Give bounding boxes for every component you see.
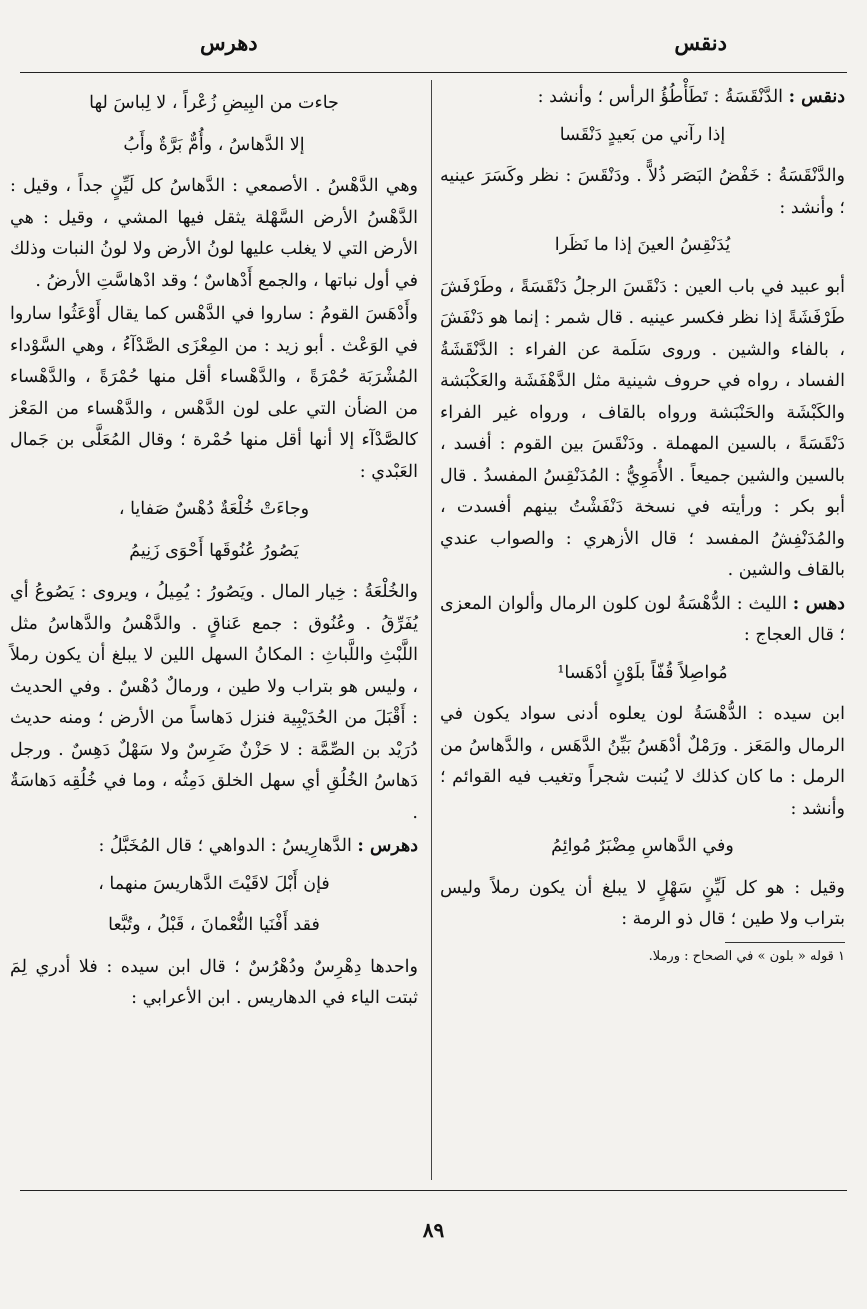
header-left-title: دهرس bbox=[200, 30, 258, 55]
verse-line: جاءت من البِيضِ زُعْراً ، لا لِباسَ لها bbox=[89, 93, 339, 113]
footnote: ١ قوله « بلون » في الصحاح : ورملا. bbox=[648, 948, 845, 964]
page-header bbox=[0, 22, 867, 62]
entry-headword: دهرس : bbox=[357, 836, 418, 856]
entry-text: وقيل : هو كل لَيِّنٍ سَهْلٍ لا يبلغ أن يكون رملاً وليس بتراب ولا طين ؛ قال ذو الرمة : bbox=[440, 877, 845, 929]
entry-text: الدَّهارِيسُ : الدواهي ؛ قال المُخَبَّلُ : bbox=[98, 836, 352, 856]
entry-text: وأَدْهَسَ القومُ : ساروا في الدَّهْس كما يقال أَوْعَثُوا ساروا في الوَعْث . أبو زيد : من المِعْزَى الصَّدْآءُ ، وهي السَّوْداء المُشْرَبَة حُمْرَةً ، والدَّهْساء أقل منها حُمْرَةً ، والدَّهْساء من الضأن التي على لون الدَّهْس ، والدَّهْساء من المَعْز كالصَّدْآء إلا أنها أقل منها حُمْرة ؛ وقال المُعَلَّى بن جَمال العَبْدي : bbox=[10, 304, 418, 482]
entry-text: الدَّنْقَسَةُ : تَطَأْطُؤُ الرأس ؛ وأنشد : bbox=[537, 87, 784, 107]
verse-line: إلا الدَّهاسُ ، وأُمٌّ بَرَّةٌ وأَبُ bbox=[123, 134, 305, 155]
verse-line: يُدَنْقِسُ العينَ إذا ما نَظَرا bbox=[554, 235, 731, 255]
page-number: ٨٩ bbox=[422, 1218, 445, 1242]
entry-text: الليث : الدُّهْسَةُ لون كلون الرمال وألوان المعزى ؛ قال العجاج : bbox=[440, 593, 845, 645]
verse-line: فقد أَفْنَيا النُّعْمانَ ، قَبْلُ ، وتُبَّعا bbox=[108, 915, 320, 935]
header-right-title: دنقس bbox=[674, 30, 727, 55]
entry-paragraph bbox=[440, 82, 845, 114]
verse-line: مُواصِلاً قُفّاً بلَوْنٍ أدْهَسا¹ bbox=[557, 662, 728, 683]
entry-text: ابن سيده : الدُّهْسَةُ لون يعلوه أدنى سواد يكون في الرمال والمَعَز . ورَمْلٌ أدْهَسُ بَيِّنُ الدَّهَس ، والدَّهاسُ من الرمل : ما كان كذلك لا يُنبت شجراً وتغيب فيه القوائم ؛ وأنشد : bbox=[440, 704, 845, 819]
column-divider bbox=[431, 80, 432, 1180]
verse-line: إذا رآني من بَعيدٍ دَنْقَسا bbox=[559, 124, 726, 145]
verse-line: وفي الدَّهاسِ مِضْبَرٌ مُوائِمُ bbox=[551, 836, 734, 856]
entry-paragraph bbox=[10, 299, 418, 488]
entry-text: وهي الدَّهْسُ . الأصمعي : الدَّهاسُ كل لَيِّنٍ جداً ، وقيل : الدَّهْسُ الأرض السَّهْلة يثقل فيها المشي ، وقيل : هي الأرض التي لا يغلب عليها لونُ الأرض ولا لونُ النبات وذلك في أول نباتها ، والجمع أَدْهاسٌ ؛ وقد ادْهاسَّتِ الأرضُ . bbox=[10, 176, 418, 291]
entry-paragraph bbox=[10, 831, 418, 863]
header-rule bbox=[20, 72, 847, 73]
verse-line: فإن أَبْلَ لاقَيْتَ الدَّهاريسَ منهما ، bbox=[98, 873, 330, 894]
footnote-rule bbox=[725, 942, 845, 943]
verse-line: وجاءَتْ خُلْعَةٌ دُهْسٌ صَفايا ، bbox=[118, 499, 310, 519]
left-column bbox=[10, 82, 418, 1017]
entry-headword: دنقس : bbox=[788, 87, 845, 107]
footer-rule bbox=[20, 1190, 847, 1191]
entry-paragraph bbox=[440, 589, 845, 652]
entry-paragraph bbox=[440, 272, 845, 587]
entry-headword: دهس : bbox=[792, 593, 845, 614]
entry-paragraph bbox=[440, 699, 845, 825]
entry-paragraph bbox=[10, 952, 418, 1015]
entry-text: واحدها دِهْرِسٌ ودُهْرُسٌ ؛ قال ابن سيده : فلا أدري لِمَ ثبتت الياء في الدهاريس . ابن الأعرابي : bbox=[10, 956, 418, 1008]
entry-text: والدَّنْقَسَةُ : خَفْضُ البَصَر ذُلاًّ . ودَنْقَسَ : نظر وكَسَرَ عينيه ؛ وأنشد : bbox=[440, 166, 845, 218]
entry-paragraph bbox=[10, 577, 418, 829]
right-column bbox=[440, 82, 845, 967]
entry-paragraph bbox=[440, 161, 845, 224]
entry-paragraph bbox=[10, 171, 418, 297]
entry-paragraph bbox=[440, 873, 845, 936]
entry-text: أبو عبيد في باب العين : دَنْقَسَ الرجلُ دَنْقَسَةً ، وطَرْفَشَ طَرْفَشَةً إذا نظر فكسر عينيه . قال شمر : إنما هو دَنْفَشَ ، بالفاء والشين . وروى سَلَمة عن الفراء : الدَّنْقَشَةُ الفساد ، رواه في حروف شينية مثل الدَّهْفَشَة والعَكْبَشة والكَبْشَة والحَنْبَشة ورواه بالقاف ، ورواه غير الفراء دَنْقَسَةً ، بالسين المهملة . ودَنْقَسَ بين القوم : أفسد ، بالسين والشين جميعاً . الأُمَوِيُّ : المُدَنْقِسُ المفسدُ . قال أبو بكر : ورأيته في نسخة دَنْفَشْتُ بينهم أفسدت ، والمُدَنْفِشُ المفسد ؛ قال الأزهري : والصواب عندي بالقاف والشين . bbox=[440, 276, 845, 580]
verse-line: يَصُورُ عُنُوقَها أَحْوَى زَنِيمُ bbox=[129, 540, 299, 561]
entry-text: والخُلْعَةُ : خِيار المال . ويَصُورُ : يُمِيلُ ، ويروى : يَصُوعُ أي يُفَرِّقُ . وعُنُوق : جمع عَناقٍ . والدَّهْسُ والدَّهاسُ مثل اللَّبْثِ واللَّباثِ : المكانُ السهل اللين لا يبلغ أن يكون رملاً ، وليس هو بتراب ولا طين ، ورمالٌ دُهْسٌ . وفي الحديث : أَقْبَلَ من الحُدَيْبِية فنزل دَهاساً من الأرض ؛ ومنه حديث دُرَيْد بن الصِّمَّة : لا حَزْنٌ ضَرِسٌ ولا سَهْلٌ دَهِسٌ . ورجل دَهاسُ الخُلُقِ أي سهل الخلق دَمِثُه ، وما في خُلُقِه دَهاسَةٌ . bbox=[10, 582, 418, 823]
